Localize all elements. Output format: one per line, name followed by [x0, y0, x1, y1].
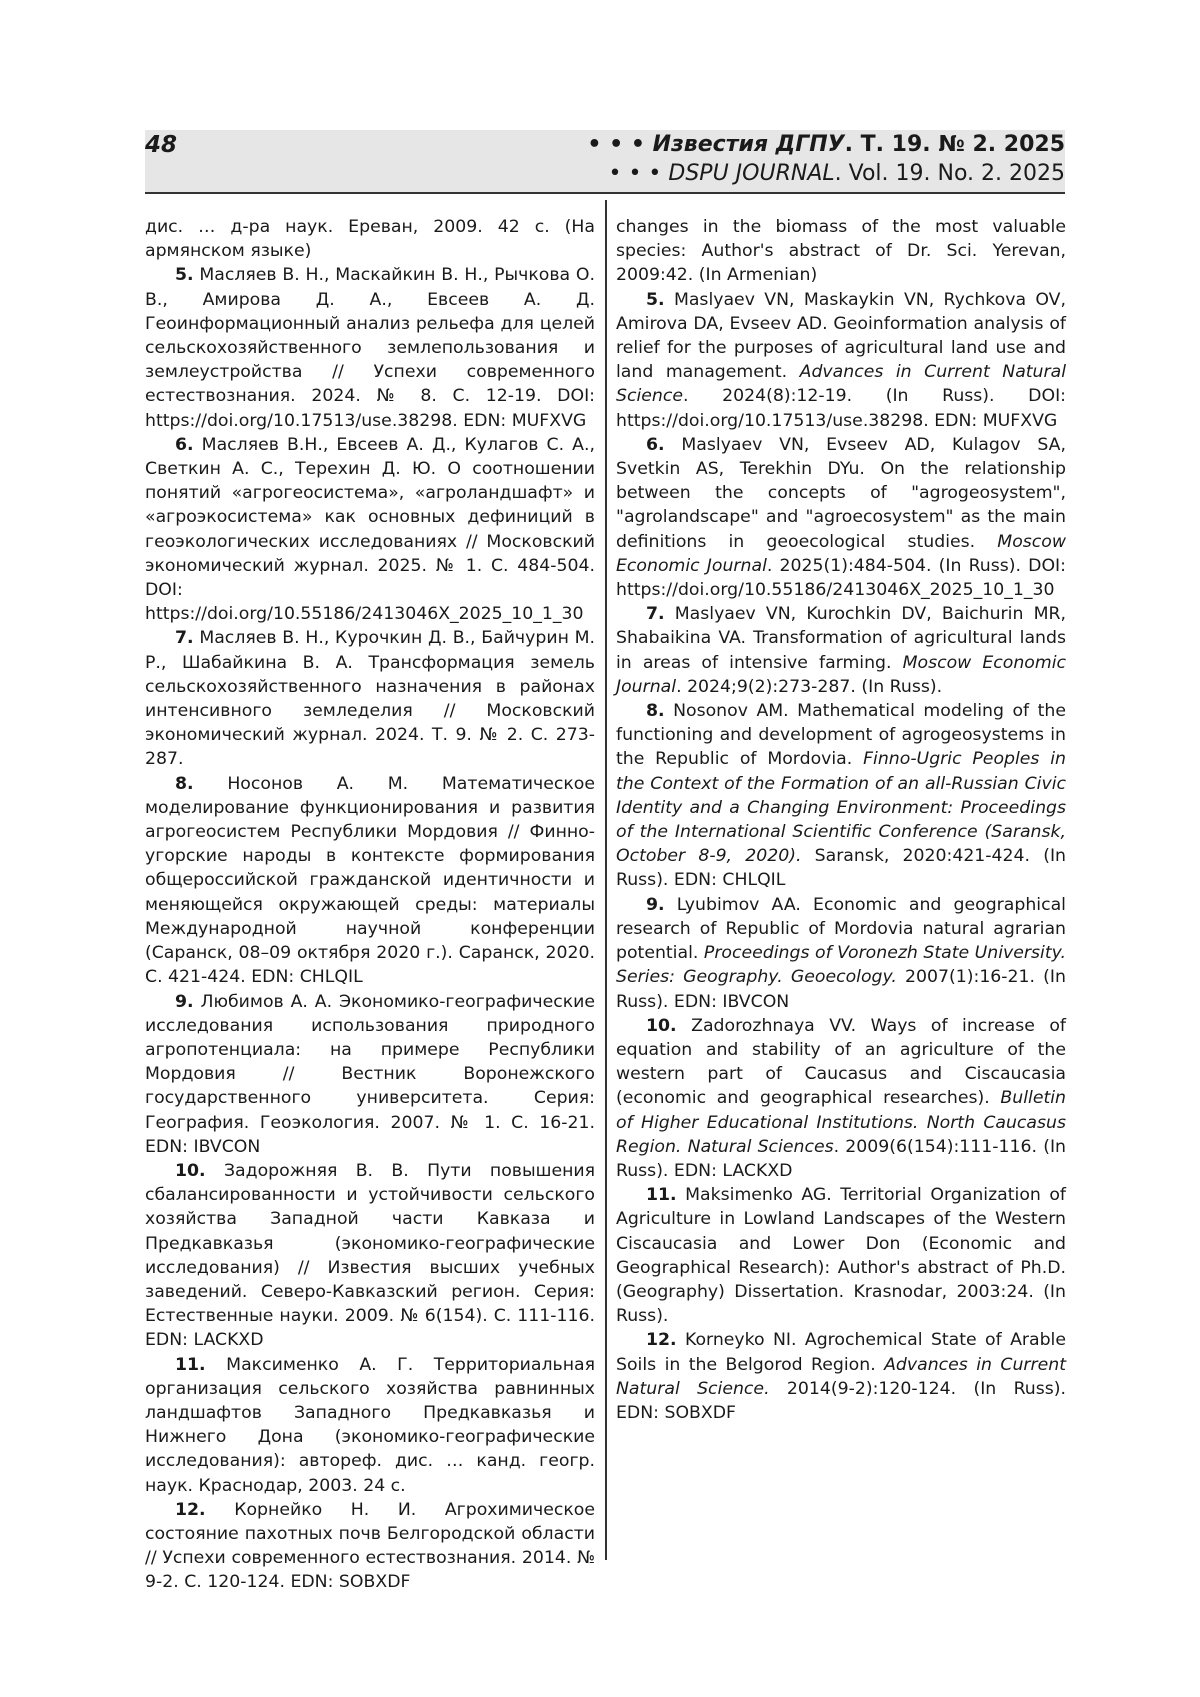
reference-number: 11. [646, 1185, 677, 1205]
reference-details: . 2025(1):484-504. (In Russ). DOI: https://doi.org/10.55186/2413046X_2025_10_1_30 [616, 556, 1066, 600]
reference-journal: Finno-Ugric Peoples in the Context of the Formation of an all-Russian Civic Identity and a Changing Environment: Proceedings of the International Scientific Conference (Saransk, October 8-9, 2020). [616, 749, 1066, 866]
reference-number: 6. [646, 435, 665, 455]
bullet-prefix-en: • • • [608, 161, 661, 186]
reference-text: Носонов А. М. Математическое моделирование функционирования и развития агрогеосистем Республики Мордовия // Финно-угорские народы в контексте формирования общероссийской гражданской идентичности и меняющейся окружающей среды: материалы Международной научной конференции (Саранск, 08–09 октября 2020 г.). Саранск, 2020. С. 421-424. EDN: CHLQIL [145, 774, 595, 988]
column-divider [605, 200, 607, 1560]
reference-number: 6. [175, 435, 194, 455]
reference-text: Масляев В. Н., Маскайкин В. Н., Рычкова О. В., Амирова Д. А., Евсеев А. Д. Геоинформационный анализ рельефа для целей сельскохозяйственного землепользования и землеустройства // Успехи современного естествознания. 2024. № 8. С. 12-19. DOI: https://doi.org/10.17513/use.38298. EDN: MUFXVG [145, 265, 595, 430]
reference-item [616, 1328, 1066, 1425]
reference-details: . 2024;9(2):273-287. (In Russ). [676, 677, 942, 697]
reference-journal: Advances in Current Natural Science. [616, 1355, 1066, 1399]
reference-item [616, 1014, 1066, 1183]
reference-item [145, 1353, 595, 1498]
reference-item [145, 1498, 595, 1595]
journal-title-en [587, 159, 1065, 188]
reference-details: 2014(9-2):120-124. (In Russ). EDN: SOBXDF [616, 1379, 1066, 1423]
references-russian [145, 215, 595, 1595]
reference-number: 8. [175, 774, 194, 794]
reference-number: 5. [175, 265, 194, 285]
reference-number: 8. [646, 701, 665, 721]
reference-item [145, 990, 595, 1159]
reference-number: 5. [646, 290, 665, 310]
reference-number: 12. [646, 1330, 677, 1350]
reference-item [616, 893, 1066, 1014]
bullet-prefix-ru: • • • [587, 132, 645, 157]
reference-journal: Bulletin of Higher Educational Institutions. North Caucasus Region. Natural Sciences [616, 1088, 1066, 1156]
reference-item [145, 263, 595, 432]
reference-authors-title: Korneyko NI. Agrochemical State of Arable Soils in the Belgorod Region. [616, 1330, 1066, 1374]
reference-text: Любимов А. А. Экономико-географические исследования использования природного агропотенциала: на примере Республики Мордовия // Вестник Воронежского государственного университета. Серия: География. Геоэкология. 2007. № 1. С. 16-21. EDN: IBVCON [145, 992, 595, 1157]
reference-authors-title: Maslyaev VN, Evseev AD, Kulagov SA, Svetkin AS, Terekhin DYu. On the relationship between the concepts of "agrogeosystem", "agrolandscape" and "agroecosystem" as the main definitions in geoecological studies. [616, 435, 1066, 552]
reference-item [145, 626, 595, 771]
reference-details: Saransk, 2020:421-424. (In Russ). EDN: CHLQIL [616, 846, 1066, 890]
reference-details: . 2009(6(154):111-116. (In Russ). EDN: LACKXD [616, 1137, 1066, 1181]
journal-issue-ru: . Т. 19. № 2. 2025 [845, 132, 1065, 157]
reference-authors-title: Maksimenko AG. Territorial Organization of Agriculture in Lowland Landscapes of the Western Ciscaucasia and Lower Don (Economic and Geographical Research): Author's abstract of Ph.D. (Geography) Dissertation. Krasnodar, 2003:24. (In Russ). [616, 1185, 1066, 1326]
journal-title-ru [587, 130, 1065, 159]
page-number: 48 [145, 132, 177, 158]
reference-details: 2007(1):16-21. (In Russ). EDN: IBVCON [616, 967, 1066, 1011]
reference-item [145, 1159, 595, 1353]
reference-continuation: changes in the biomass of the most valuable species: Author's abstract of Dr. Sci. Yerevan, 2009:42. (In Armenian) [616, 215, 1066, 288]
reference-authors-title: Maslyaev VN, Maskaykin VN, Rychkova OV, Amirova DA, Evseev AD. Geoinformation analysis of relief for the purposes of agricultural land use and land management. [616, 290, 1066, 383]
reference-journal: Proceedings of Voronezh State University. Series: Geography. Geoecology. [616, 943, 1066, 987]
reference-text: Задорожняя В. В. Пути повышения сбалансированности и устойчивости сельского хозяйства Западной части Кавказа и Предкавказья (экономико-географические исследования) // Известия высших учебных заведений. Северо-Кавказский регион. Серия: Естественные науки. 2009. № 6(154). С. 111-116. EDN: LACKXD [145, 1161, 595, 1350]
reference-text: Корнейко Н. И. Агрохимическое состояние пахотных почв Белгородской области // Успехи современного естествознания. 2014. № 9-2. С. 120-124. EDN: SOBXDF [145, 1500, 595, 1593]
reference-authors-title: Maslyaev VN, Kurochkin DV, Baichurin MR, Shabaikina VA. Transformation of agricultural lands in areas of intensive farming. [616, 604, 1066, 672]
reference-details: . 2024(8):12-19. (In Russ). DOI: https://doi.org/10.17513/use.38298. EDN: MUFXVG [616, 386, 1066, 430]
journal-name-ru: Известия ДГПУ [653, 132, 845, 157]
journal-issue-en: . Vol. 19. No. 2. 2025 [835, 161, 1065, 186]
reference-number: 9. [646, 895, 665, 915]
reference-item [616, 699, 1066, 893]
reference-item [616, 602, 1066, 699]
reference-number: 10. [175, 1161, 206, 1181]
reference-item [145, 772, 595, 990]
reference-continuation: дис. … д-ра наук. Ереван, 2009. 42 с. (На армянском языке) [145, 215, 595, 263]
reference-item [616, 433, 1066, 602]
references-english [616, 215, 1066, 1425]
reference-authors-title: Zadorozhnaya VV. Ways of increase of equation and stability of an agriculture of the western part of Caucasus and Ciscaucasia (economic and geographical researches). [616, 1016, 1066, 1109]
reference-number: 12. [175, 1500, 206, 1520]
journal-name-en: DSPU JOURNAL [668, 161, 834, 186]
reference-authors-title: Lyubimov AA. Economic and geographical research of Republic of Mordovia natural agrarian potential. [616, 895, 1066, 963]
reference-number: 7. [175, 628, 194, 648]
reference-journal: Moscow Economic Journal [616, 532, 1066, 576]
reference-number: 7. [646, 604, 665, 624]
reference-text: Масляев В. Н., Курочкин Д. В., Байчурин М. Р., Шабайкина В. А. Трансформация земель сельскохозяйственного назначения в районах интенсивного земледелия // Московский экономический журнал. 2024. Т. 9. № 2. С. 273-287. [145, 628, 595, 769]
reference-text: Масляев В.Н., Евсеев А. Д., Кулагов С. А., Светкин А. С., Терехин Д. Ю. О соотношении понятий «агрогеосистема», «агроландшафт» и «агроэкосистема» как основных дефиниций в геоэкологических исследованиях // Московский экономический журнал. 2025. № 1. С. 484-504. DOI: https://doi.org/10.55186/2413046X_2025_10_1_30 [145, 435, 595, 624]
reference-item [616, 1183, 1066, 1328]
reference-number: 10. [646, 1016, 677, 1036]
reference-journal: Moscow Economic Journal [616, 653, 1066, 697]
reference-item [616, 288, 1066, 433]
reference-text: Максименко А. Г. Территориальная организация сельского хозяйства равнинных ландшафтов Западного Предкавказья и Нижнего Дона (экономико-географические исследования): автореф. дис. … канд. геогр. наук. Краснодар, 2003. 24 с. [145, 1355, 595, 1496]
reference-number: 11. [175, 1355, 206, 1375]
reference-authors-title: Nosonov AM. Mathematical modeling of the functioning and development of agrogeosystems in the Republic of Mordovia. [616, 701, 1066, 769]
running-header [145, 130, 1065, 194]
reference-journal: Advances in Current Natural Science [616, 362, 1066, 406]
journal-title-block [587, 130, 1065, 188]
reference-number: 9. [175, 992, 194, 1012]
reference-item [145, 433, 595, 627]
